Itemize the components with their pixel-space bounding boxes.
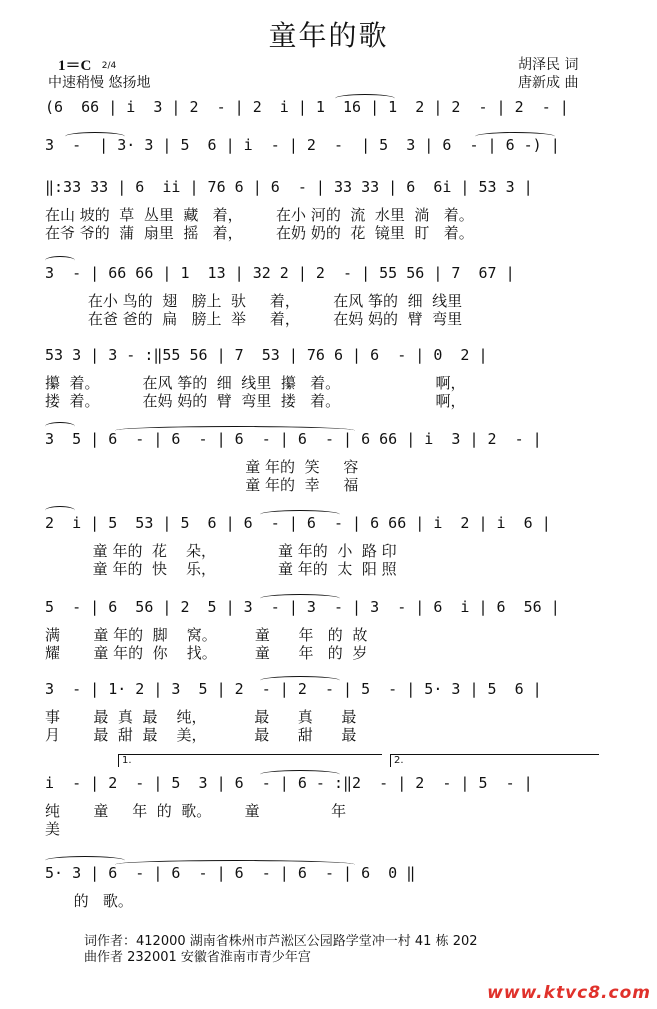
lyrics-verse-1: 满 童 年的 脚 窝。 童 年 的 故 bbox=[45, 626, 368, 644]
tie-mark bbox=[260, 510, 340, 519]
score-system-7 bbox=[45, 512, 600, 576]
tempo-marking: 中速稍慢 悠扬地 bbox=[48, 75, 151, 91]
notation-line: i - | 2 - | 5 3 | 6 - | 6 - :‖2 - | 2 - | 5 - | bbox=[45, 774, 533, 792]
tie-mark bbox=[335, 94, 395, 103]
lyrics-verse-1: 在小 鸟的 翅 膀上 驮 着， 在风 筝的 细 线里 bbox=[45, 292, 463, 310]
score-system-3 bbox=[45, 176, 600, 240]
composer-address: 曲作者 232001 安徽省淮南市青少年宫 bbox=[84, 950, 311, 965]
tie-mark bbox=[45, 506, 75, 515]
lyrics-verse-1: 在山 坡的 草 丛里 藏 着， 在小 河的 流 水里 淌 着。 bbox=[45, 206, 474, 224]
tie-mark bbox=[260, 676, 340, 685]
tie-mark bbox=[45, 256, 75, 265]
song-title: 童年的歌 bbox=[268, 19, 389, 52]
lyrics-verse-1: 纯 童 年 的 歌。 童 年 bbox=[45, 802, 347, 820]
lyrics-verse-1: 童 年的 花 朵， 童 年的 小 路 印 bbox=[45, 542, 397, 560]
tie-mark bbox=[115, 426, 355, 435]
score-system-11 bbox=[45, 862, 600, 926]
notation-line: 5· 3 | 6 - | 6 - | 6 - | 6 - | 6 0 ‖ bbox=[45, 864, 416, 882]
score-system-10 bbox=[45, 772, 600, 836]
notation-line: 5 - | 6 56 | 2 5 | 3 - | 3 - | 3 - | 6 i | 6 56 | bbox=[45, 598, 560, 616]
composer-credit: 唐新成 曲 bbox=[518, 75, 579, 91]
notation-line: ‖:33 33 | 6 ii | 76 6 | 6 - | 33 33 | 6 6i | 53 3 | bbox=[45, 178, 533, 196]
lyrics-verse-2: 美 bbox=[45, 820, 61, 838]
lyrics-verse-1: 童 年的 笑 容 bbox=[45, 458, 359, 476]
tie-mark bbox=[475, 132, 555, 141]
lyricist-credit: 胡泽民 词 bbox=[518, 57, 579, 73]
lyricist-address: 词作者：412000 湖南省株州市芦淞区公园路学堂冲一村 41 栋 202 bbox=[84, 934, 478, 949]
score-system-6 bbox=[45, 428, 600, 492]
first-ending: 1. bbox=[118, 754, 382, 767]
lyrics-verse-1: 攥 着。 在风 筝的 细 线里 攥 着。 啊， bbox=[45, 374, 466, 392]
notation-line: 3 5 | 6 - | 6 - | 6 - | 6 - | 6 66 | i 3 | 2 - | bbox=[45, 430, 542, 448]
notation-line: 3 - | 3· 3 | 5 6 | i - | 2 - | 5 3 | 6 - | 6 -) | bbox=[45, 136, 560, 154]
lyrics-verse-2: 耀 童 年的 你 找。 童 年 的 岁 bbox=[45, 644, 368, 662]
lyrics-verse-2: 搂 着。 在妈 妈的 臂 弯里 搂 着。 啊， bbox=[45, 392, 466, 410]
lyrics-verse-1: 的 歌。 bbox=[45, 892, 133, 910]
notation-line: 2 i | 5 53 | 5 6 | 6 - | 6 - | 6 66 | i 2 | i 6 | bbox=[45, 514, 551, 532]
lyrics-verse-2: 在爸 爸的 扁 膀上 举 着， 在妈 妈的 臂 弯里 bbox=[45, 310, 463, 328]
score-system-9 bbox=[45, 678, 600, 742]
score-system-4 bbox=[45, 262, 600, 326]
lyrics-verse-2: 童 年的 快 乐， 童 年的 太 阳 照 bbox=[45, 560, 397, 578]
notation-line: 3 - | 1· 2 | 3 5 | 2 - | 2 - | 5 - | 5· 3 | 5 6 | bbox=[45, 680, 542, 698]
site-watermark: www.ktvc8.com bbox=[487, 983, 651, 1003]
notation-line: 3 - | 66 66 | 1 13 | 32 2 | 2 - | 55 56 | 7 67 | bbox=[45, 264, 515, 282]
lyrics-verse-2: 月 最 甜 最 美， 最 甜 最 bbox=[45, 726, 357, 744]
tie-mark bbox=[45, 422, 75, 431]
tie-mark bbox=[45, 856, 125, 865]
tie-mark bbox=[115, 860, 355, 869]
notation-line: (6 66 | i 3 | 2 - | 2 i | 1 16 | 1 2 | 2 - | 2 - | bbox=[45, 98, 569, 116]
tie-mark bbox=[260, 594, 340, 603]
lyrics-verse-2: 童 年的 幸 福 bbox=[45, 476, 359, 494]
second-ending: 2. bbox=[390, 754, 599, 767]
lyrics-verse-1: 事 最 真 最 纯， 最 真 最 bbox=[45, 708, 357, 726]
score-system-5 bbox=[45, 344, 600, 408]
lyrics-verse-2: 在爷 爷的 蒲 扇里 摇 着， 在奶 奶的 花 镜里 盯 着。 bbox=[45, 224, 474, 242]
score-system-8 bbox=[45, 596, 600, 660]
tie-mark bbox=[65, 132, 125, 141]
notation-line: 53 3 | 3 - :‖55 56 | 7 53 | 76 6 | 6 - | 0 2 | bbox=[45, 346, 488, 364]
tie-mark bbox=[260, 770, 340, 779]
time-signature: 2/4 bbox=[101, 61, 117, 71]
key-label: 1＝C bbox=[58, 58, 92, 74]
